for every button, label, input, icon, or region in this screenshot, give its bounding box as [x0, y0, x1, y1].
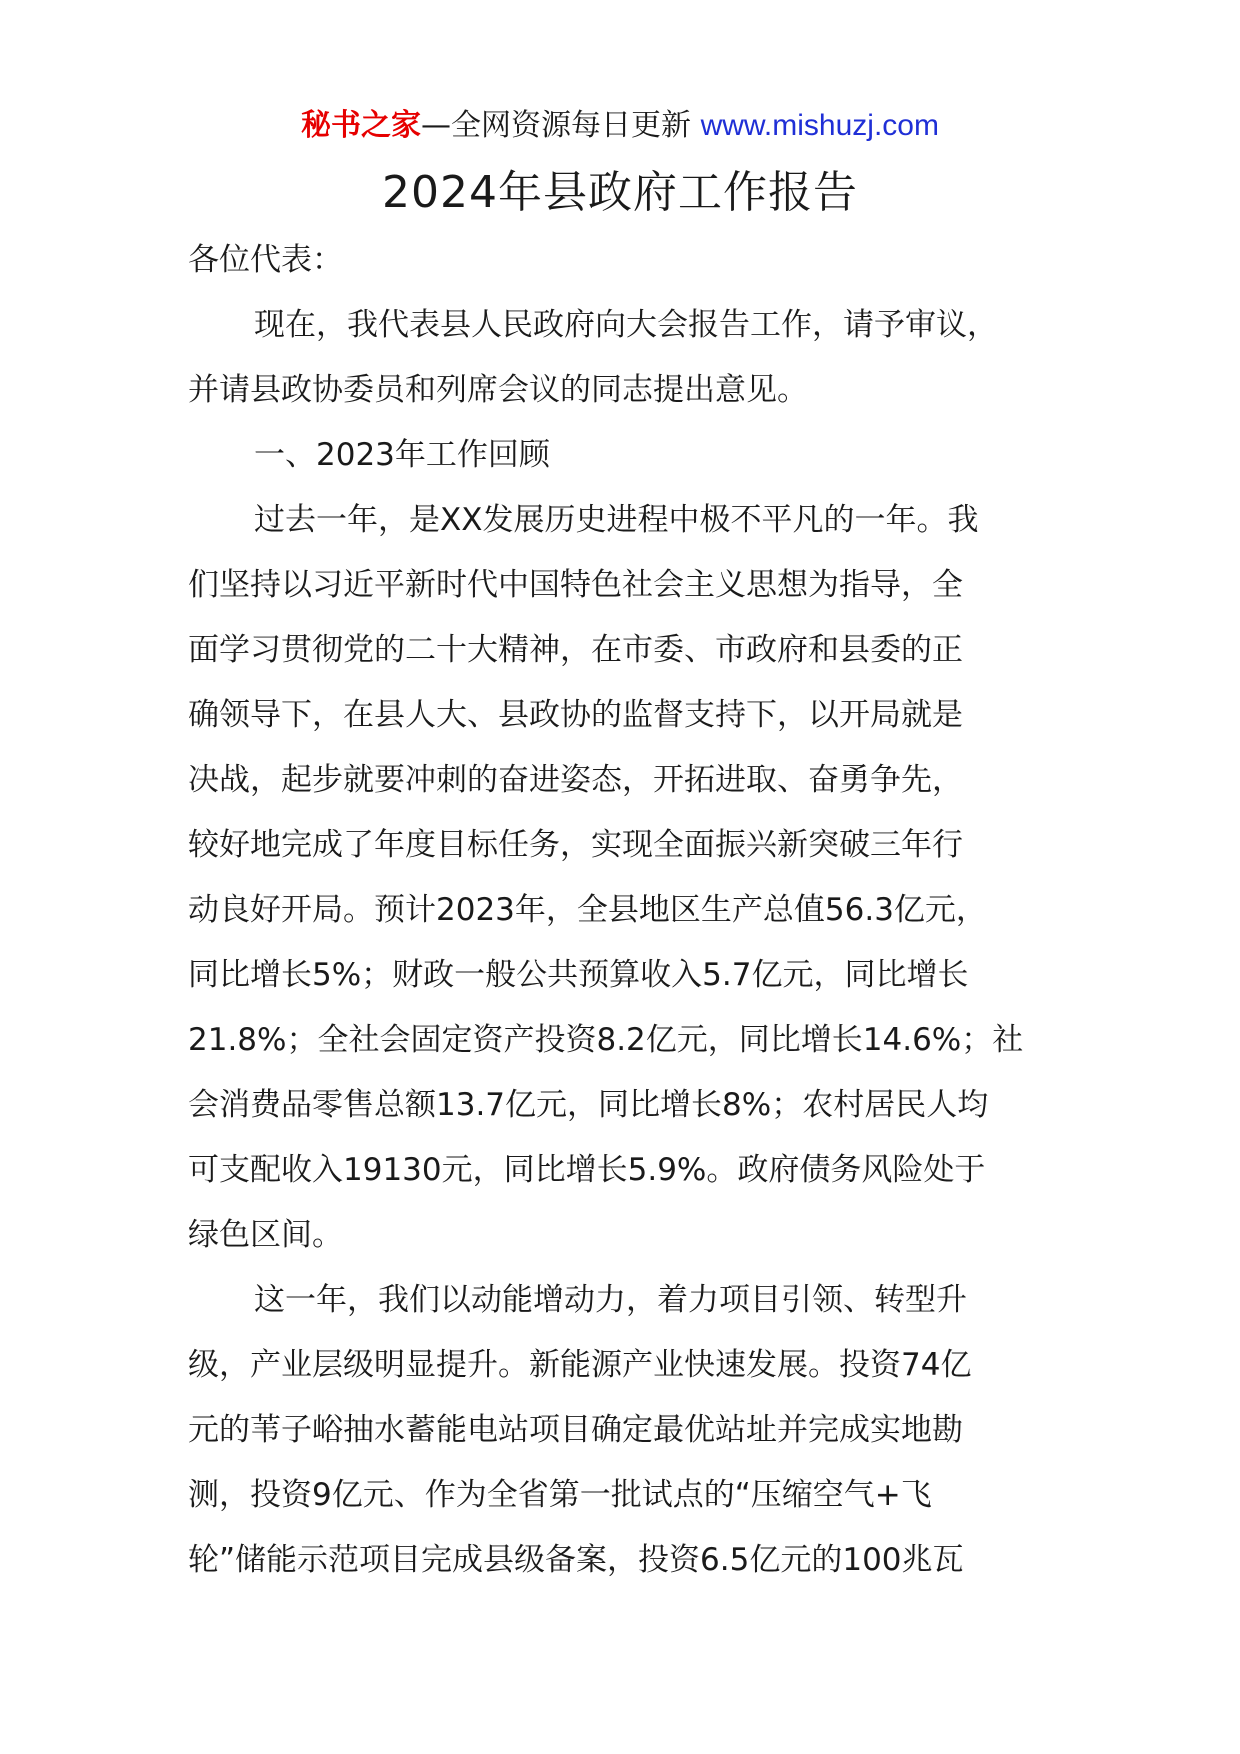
paragraph-line: 确领导下，在县人大、县政协的监督支持下，以开局就是 — [188, 697, 963, 733]
paragraph-line: 们坚持以习近平新时代中国特色社会主义思想为指导，全 — [188, 567, 963, 603]
paragraph-line: 现在，我代表县人民政府向大会报告工作，请予审议， — [254, 307, 998, 343]
paragraph-line: 较好地完成了年度目标任务，实现全面振兴新突破三年行 — [188, 827, 963, 863]
paragraph-line: 同比增长5%；财政一般公共预算收入5.7亿元，同比增长 — [188, 957, 969, 993]
banner-url[interactable]: www.mishuzj.com — [700, 109, 939, 142]
paragraph-line: 可支配收入19130元，同比增长5.9%。政府债务风险处于 — [188, 1152, 986, 1188]
paragraph-line: 绿色区间。 — [188, 1217, 343, 1253]
paragraph-line: 动良好开局。预计2023年，全县地区生产总值56.3亿元， — [188, 892, 987, 928]
paragraph-line: 决战，起步就要冲刺的奋进姿态，开拓进取、奋勇争先， — [188, 762, 963, 798]
section-heading: 一、2023年工作回顾 — [254, 437, 550, 473]
paragraph-line: 这一年，我们以动能增动力，着力项目引领、转型升 — [254, 1282, 967, 1318]
site-banner — [0, 104, 1240, 148]
document-title: 2024年县政府工作报告 — [382, 167, 858, 218]
paragraph-line: 元的苇子峪抽水蓄能电站项目确定最优站址并完成实地勘 — [188, 1412, 963, 1448]
paragraph-line: 轮”储能示范项目完成县级备案，投资6.5亿元的100兆瓦 — [188, 1542, 964, 1578]
paragraph-line: 面学习贯彻党的二十大精神，在市委、市政府和县委的正 — [188, 632, 963, 668]
paragraph-line: 21.8%；全社会固定资产投资8.2亿元，同比增长14.6%；社 — [188, 1022, 1024, 1058]
paragraph-line: 级，产业层级明显提升。新能源产业快速发展。投资74亿 — [188, 1347, 972, 1383]
paragraph-line: 过去一年，是XX发展历史进程中极不平凡的一年。我 — [254, 502, 979, 538]
paragraph-line: 测，投资9亿元、作为全省第一批试点的“压缩空气+飞 — [188, 1477, 932, 1513]
paragraph-line: 并请县政协委员和列席会议的同志提出意见。 — [188, 372, 808, 408]
banner-brand: 秘书之家 — [301, 108, 422, 143]
document-body — [188, 228, 1054, 1593]
paragraph-line: 会消费品零售总额13.7亿元，同比增长8%；农村居民人均 — [188, 1087, 989, 1123]
salutation: 各位代表： — [188, 242, 343, 278]
banner-tagline: —全网资源每日更新 — [421, 108, 701, 143]
